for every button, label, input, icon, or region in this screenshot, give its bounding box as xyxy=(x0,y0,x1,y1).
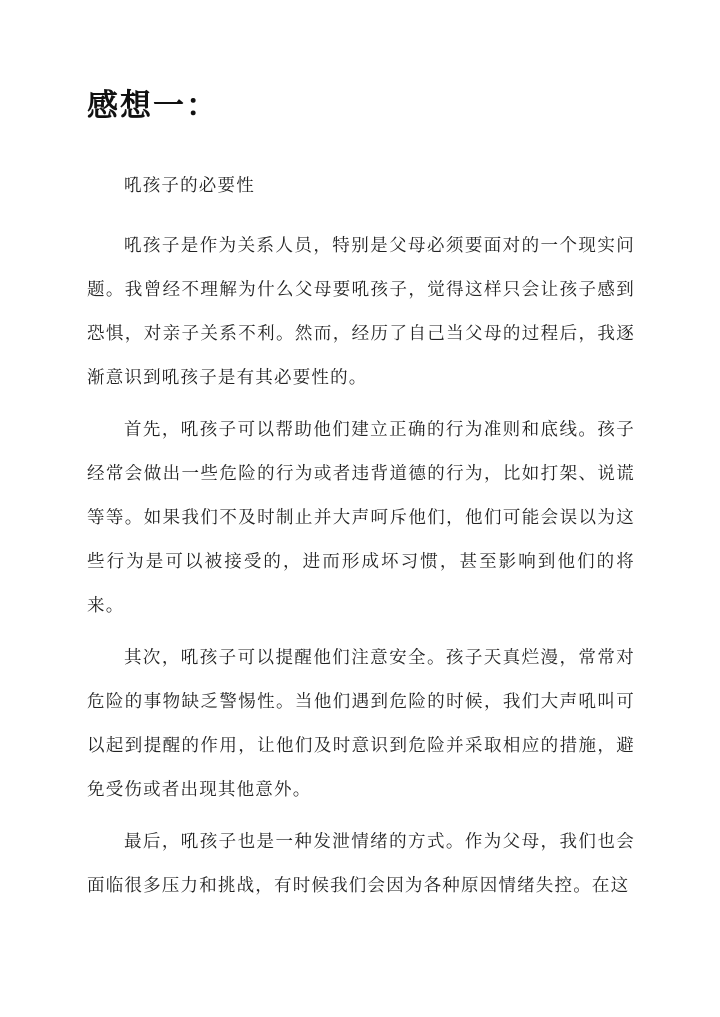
paragraph-1: 吼孩子是作为关系人员，特别是父母必须要面对的一个现实问题。我曾经不理解为什么父母要吼孩子，觉得这样只会让孩子感到恐惧，对亲子关系不利。然而，经历了自己当父母的过程后，我逐渐意识到吼孩子是有其必要性的。 xyxy=(87,236,635,388)
paragraph-3: 其次，吼孩子可以提醒他们注意安全。孩子天真烂漫，常常对危险的事物缺乏警惕性。当他们遇到危险的时候，我们大声吼叫可以起到提醒的作用，让他们及时意识到危险并采取相应的措施，避免受伤或者出现其他意外。 xyxy=(87,648,635,800)
document-heading: 感想一： xyxy=(87,88,219,124)
paragraph-2: 首先，吼孩子可以帮助他们建立正确的行为准则和底线。孩子经常会做出一些危险的行为或者违背道德的行为，比如打架、说谎等等。如果我们不及时制止并大声呵斥他们，他们可能会误以为这些行为是可以被接受的，进而形成坏习惯，甚至影响到他们的将来。 xyxy=(87,420,635,616)
paragraph-4: 最后，吼孩子也是一种发泄情绪的方式。作为父母，我们也会面临很多压力和挑战，有时候我们会因为各种原因情绪失控。在这 xyxy=(87,832,635,896)
document-subtitle: 吼孩子的必要性 xyxy=(124,176,255,196)
